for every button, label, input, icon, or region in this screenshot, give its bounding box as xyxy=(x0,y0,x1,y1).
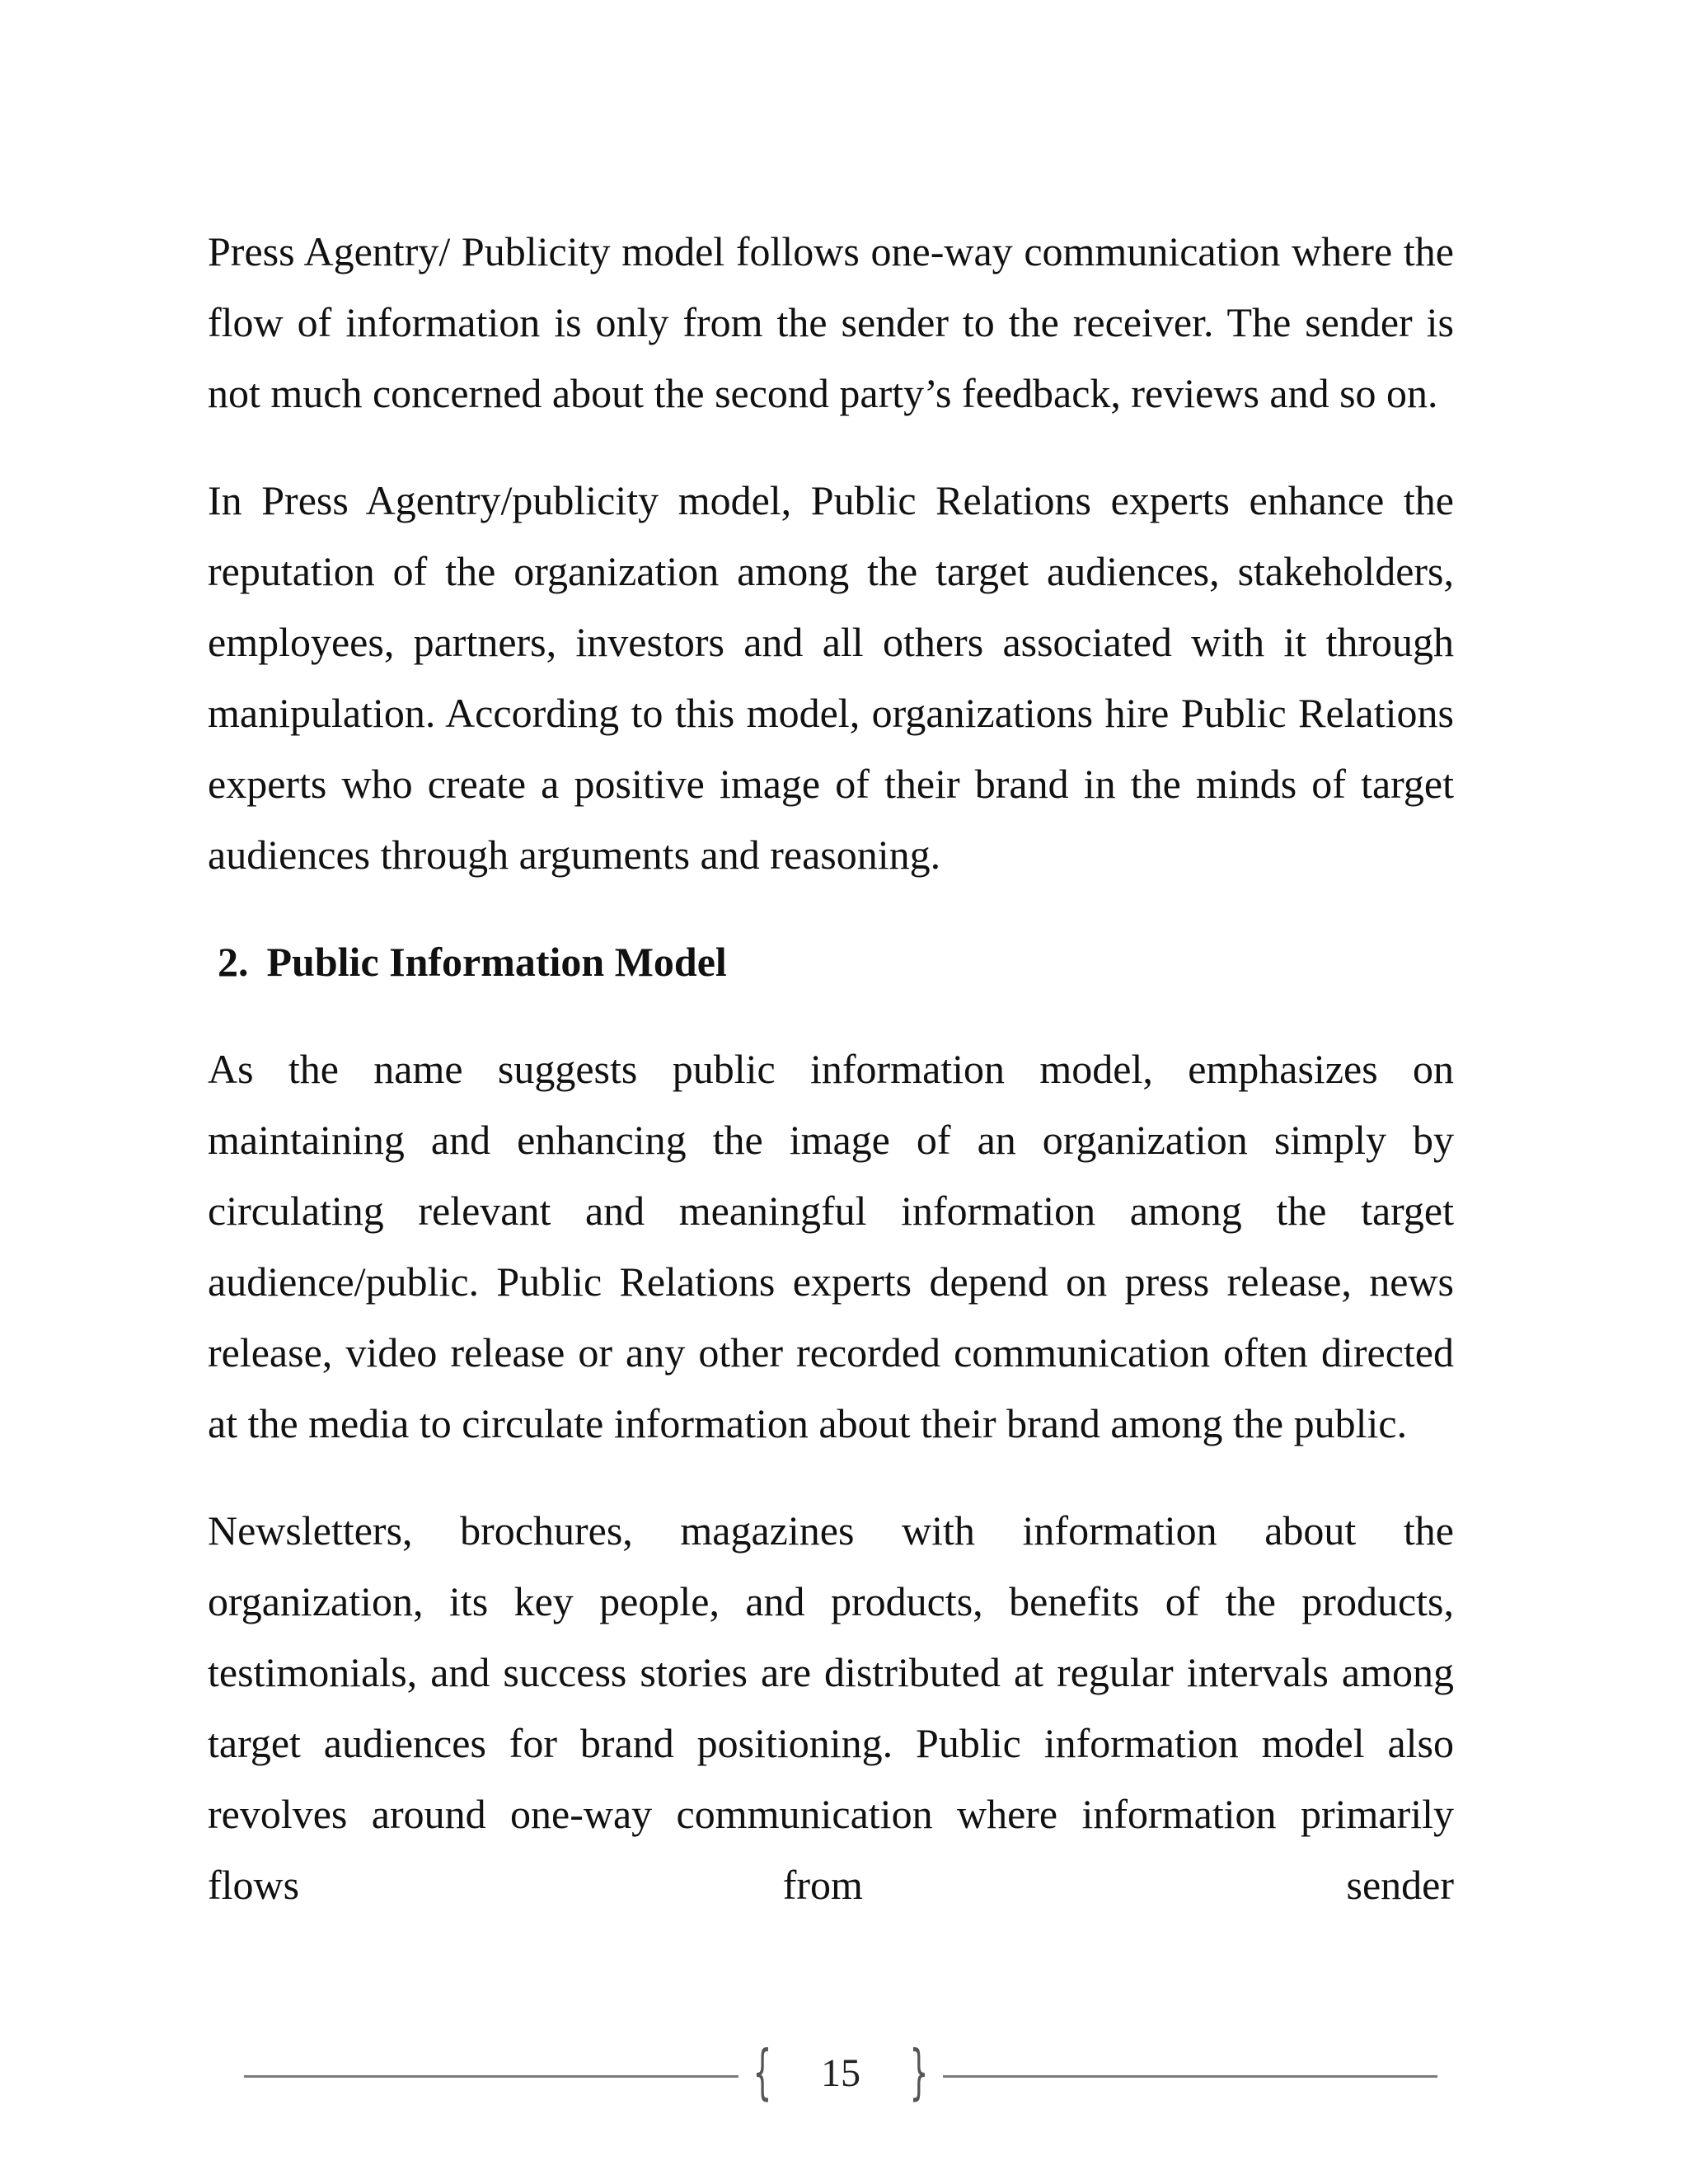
paragraph-public-information-details: Newsletters, brochures, magazines with information about the organization, its key people, and products, benefits of the products, testimonials, and success stories are distributed at regular intervals among target audiences for brand positioning. Public information model also revolves around one-way communication where information primarily flows from sender xyxy=(208,1507,1454,1908)
section-number: 2. xyxy=(218,939,249,985)
section-heading xyxy=(218,926,1454,997)
footer-rule-left xyxy=(244,2075,738,2078)
page-body xyxy=(208,216,1454,1920)
section-title: Public Information Model xyxy=(266,939,727,985)
right-brace-icon: } xyxy=(909,2037,929,2107)
left-brace-icon: { xyxy=(753,2037,772,2107)
page-footer xyxy=(244,2037,1437,2111)
footer-rule-right xyxy=(943,2075,1437,2078)
paragraph-press-agentry-intro: Press Agentry/ Publicity model follows one-way communication where the flow of information is only from the sender to the receiver. The sender is not much concerned about the second party’s feedback, reviews and so on. xyxy=(208,228,1454,416)
paragraph-press-agentry-details: In Press Agentry/publicity model, Public Relations experts enhance the reputation of the organization among the target audiences, stakeholders, employees, partners, investors and all others associated with it through manipulation. According to this model, organizations hire Public Relations experts who create a positive image of their brand in the minds of target audiences through arguments and reasoning. xyxy=(208,477,1454,878)
page-number: 15 xyxy=(821,2051,860,2095)
paragraph-public-information-intro: As the name suggests public information model, emphasizes on maintaining and enhancing the image of an organization simply by circulating relevant and meaningful information among the target audience/public. Public Relations experts depend on press release, news release, video release or any other recorded communication often directed at the media to circulate information about their brand among the public. xyxy=(208,1046,1454,1446)
